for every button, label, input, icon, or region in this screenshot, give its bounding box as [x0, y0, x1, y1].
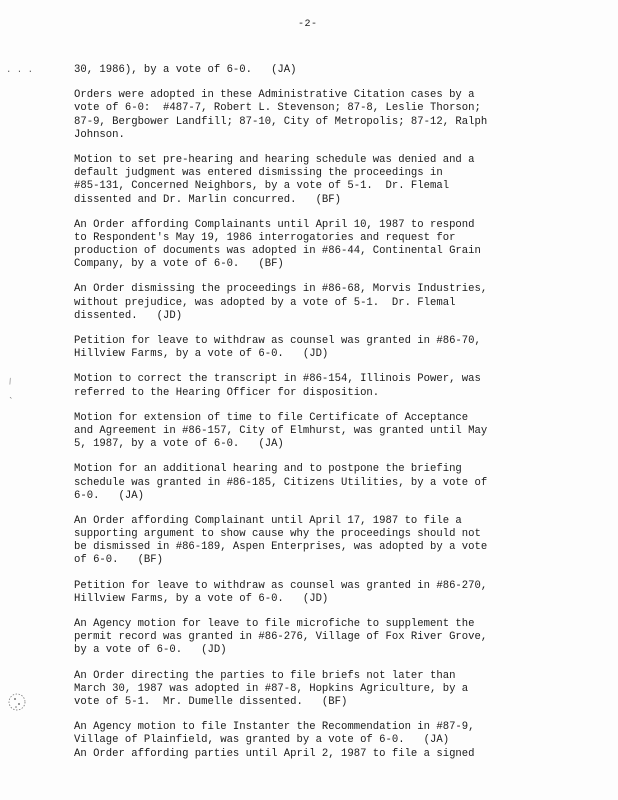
text-line: An Order affording parties until April 2, 1987 to file a signed: [74, 747, 475, 760]
text-line: Motion for an additional hearing and to postpone the briefing: [74, 463, 462, 476]
text-line: Petition for leave to withdraw as counsel was granted in #86-270,: [74, 579, 488, 592]
text-line: Orders were adopted in these Administrative Citation cases by a: [74, 89, 475, 102]
text-line: vote of 6-0: #487-7, Robert L. Stevenson; 87-8, Leslie Thorson;: [74, 102, 481, 115]
margin-scribble: `: [8, 397, 14, 407]
minutes-paragraph: [74, 219, 604, 272]
text-line: schedule was granted in #86-185, Citizens Utilities, by a vote of: [74, 476, 488, 489]
minutes-paragraph: [74, 463, 604, 503]
text-line: Johnson.: [74, 128, 125, 141]
text-line: Hillview Farms, by a vote of 6-0. (JD): [74, 592, 329, 605]
text-line: 87-9, Bergbower Landfill; 87-10, City of Metropolis; 87-12, Ralph: [74, 115, 488, 128]
minutes-paragraph: [74, 335, 604, 361]
minutes-paragraph: [74, 154, 604, 207]
text-line: #85-131, Concerned Neighbors, by a vote of 5-1. Dr. Flemal: [74, 180, 450, 193]
minutes-paragraph: [74, 580, 604, 606]
minutes-paragraph: [74, 515, 604, 568]
text-line: by a vote of 6-0. (JD): [74, 644, 227, 657]
text-line: Petition for leave to withdraw as counsel was granted in #86-70,: [74, 335, 481, 347]
text-line: An Order directing the parties to file briefs not later than: [74, 669, 456, 682]
text-line: An Order dismissing the proceedings in #86-68, Morvis Industries,: [74, 283, 488, 296]
text-line: Motion to correct the transcript in #86-154, Illinois Power, was: [74, 373, 481, 386]
minutes-paragraph: [74, 89, 604, 142]
text-line: March 30, 1987 was adopted in #87-8, Hopkins Agriculture, by a: [74, 682, 469, 695]
minutes-paragraph: [74, 283, 604, 323]
text-line: Village of Plainfield, was granted by a vote of 6-0. (JA): [74, 734, 450, 747]
text-line: vote of 5-1. Mr. Dumelle dissented. (BF): [74, 695, 348, 708]
text-line: dissented and Dr. Marlin concurred. (BF): [74, 193, 342, 206]
text-line: Company, by a vote of 6-0. (BF): [74, 258, 284, 271]
text-line: An Order affording Complainants until April 10, 1987 to respond: [74, 218, 475, 231]
minutes-paragraph: [74, 670, 604, 710]
text-line: and Agreement in #86-157, City of Elmhurst, was granted until May: [74, 424, 488, 437]
minutes-paragraph: [74, 373, 604, 399]
text-line: be dismissed in #86-189, Aspen Enterprises, was adopted by a vote: [74, 541, 488, 554]
text-line: 6-0. (JA): [74, 489, 144, 502]
text-line: An Agency motion to file Instanter the Recommendation in #87-9,: [74, 721, 475, 734]
text-line: supporting argument to show cause why the proceedings should not: [74, 528, 481, 541]
text-line: 30, 1986), by a vote of 6-0. (JA): [74, 64, 297, 76]
text-line: 5, 1987, by a vote of 6-0. (JA): [74, 438, 284, 451]
ink-stamp-mark: [6, 688, 28, 716]
text-line: dissented. (JD): [74, 309, 183, 322]
text-line: An Order affording Complainant until April 17, 1987 to file a: [74, 514, 462, 527]
minutes-paragraph: [74, 412, 604, 452]
text-line: An Agency motion for leave to file microfiche to supplement the: [74, 618, 475, 630]
text-line: of 6-0. (BF): [74, 554, 164, 567]
text-line: Hillview Farms, by a vote of 6-0. (JD): [74, 348, 329, 361]
minutes-paragraph: [74, 64, 604, 77]
text-line: referred to the Hearing Officer for disposition.: [74, 386, 380, 399]
text-line: default judgment was entered dismissing the proceedings in: [74, 167, 443, 180]
margin-scribble: ⁄: [5, 376, 16, 388]
text-line: Motion for extension of time to file Certificate of Acceptance: [74, 411, 469, 424]
text-line: without prejudice, was adopted by a vote of 5-1. Dr. Flemal: [74, 296, 456, 309]
minutes-paragraph: [74, 618, 604, 658]
minutes-paragraph: [74, 721, 604, 761]
margin-scribble: · · ·: [6, 67, 34, 77]
page-number: -2-: [298, 19, 318, 30]
minutes-body: [74, 64, 604, 761]
text-line: permit record was granted in #86-276, Village of Fox River Grove,: [74, 631, 488, 644]
text-line: Motion to set pre-hearing and hearing schedule was denied and a: [74, 153, 475, 166]
text-line: to Respondent's May 19, 1986 interrogatories and request for: [74, 231, 456, 244]
text-line: production of documents was adopted in #86-44, Continental Grain: [74, 245, 481, 258]
